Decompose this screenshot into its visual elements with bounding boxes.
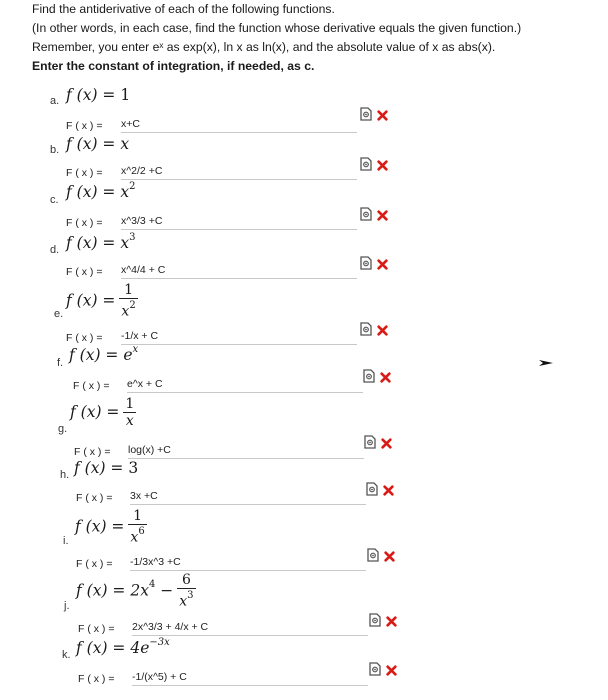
incorrect-icon xyxy=(386,665,397,676)
function-expression: f (x) = 1 xyxy=(66,86,131,104)
preview-icon[interactable] xyxy=(360,256,372,270)
answer-label: F ( x ) = xyxy=(66,167,103,179)
preview-icon[interactable] xyxy=(360,322,372,336)
answer-label: F ( x ) = xyxy=(76,492,113,504)
incorrect-icon xyxy=(377,160,388,171)
instruction-line: Remember, you enter eˣ as exp(x), ln x as ln(x), and the absolute value of x as abs(x). xyxy=(32,40,496,54)
incorrect-icon xyxy=(380,372,391,383)
preview-icon[interactable] xyxy=(369,662,381,676)
answer-input[interactable]: 2x^3/3 + 4/x + C xyxy=(132,619,368,636)
function-expression: f (x) = $\frac{1}{x}$ xyxy=(70,396,135,429)
status-icons xyxy=(369,613,411,631)
function-expression: f (x) = x xyxy=(66,135,130,153)
answer-label: F ( x ) = xyxy=(66,217,103,229)
incorrect-icon xyxy=(384,551,395,562)
answer-input[interactable]: log(x) +C xyxy=(128,442,364,459)
problem-letter: c. xyxy=(50,194,59,206)
answer-label: F ( x ) = xyxy=(73,380,110,392)
function-expression: f (x) = $\frac{1}{x^2}$ xyxy=(66,282,136,320)
answer-label: F ( x ) = xyxy=(66,120,103,132)
answer-label: F ( x ) = xyxy=(78,673,115,685)
problem-letter: a. xyxy=(50,95,60,107)
incorrect-icon xyxy=(377,259,388,270)
preview-icon[interactable] xyxy=(369,613,381,627)
problem-letter: j. xyxy=(64,600,70,612)
status-icons xyxy=(363,369,405,387)
function-expression: f $(x) = 2x^4$ − $\frac{6}{x^3}$ xyxy=(76,572,194,610)
status-icons xyxy=(360,256,402,274)
function-expression: f $(x) = e^x$ xyxy=(69,344,139,365)
mouse-cursor-icon xyxy=(539,358,553,368)
answer-input[interactable]: -1/x + C xyxy=(121,328,357,345)
preview-icon[interactable] xyxy=(360,207,372,221)
problem-letter: g. xyxy=(58,423,68,435)
incorrect-icon xyxy=(386,616,397,627)
status-icons xyxy=(360,157,402,175)
status-icons xyxy=(360,207,402,225)
instruction-line: (In other words, in each case, find the function whose derivative equals the given function.) xyxy=(32,21,522,35)
preview-icon[interactable] xyxy=(360,157,372,171)
problem-letter: d. xyxy=(50,244,60,256)
function-expression: f $(x) = x^2$ xyxy=(66,181,136,202)
preview-icon[interactable] xyxy=(363,369,375,383)
problem-letter: h. xyxy=(60,469,70,481)
problem-letter: b. xyxy=(50,144,60,156)
answer-input[interactable]: x+C xyxy=(121,116,357,133)
problem-letter: f. xyxy=(57,357,64,369)
status-icons xyxy=(369,662,411,680)
preview-icon[interactable] xyxy=(360,107,372,121)
answer-input[interactable]: e^x + C xyxy=(127,376,363,393)
preview-icon[interactable] xyxy=(366,482,378,496)
function-expression: f $(x) = 4e^{-3x}$ xyxy=(76,637,170,658)
answer-label: F ( x ) = xyxy=(66,332,103,344)
instructions xyxy=(32,0,602,76)
answer-input[interactable]: -1/(x^5) + C xyxy=(132,669,368,686)
status-icons xyxy=(367,548,409,566)
answer-input[interactable]: -1/3x^3 +C xyxy=(130,554,366,571)
incorrect-icon xyxy=(383,485,394,496)
answer-input[interactable]: x^3/3 +C xyxy=(121,213,357,230)
incorrect-icon xyxy=(377,210,388,221)
incorrect-icon xyxy=(377,325,388,336)
answer-label: F ( x ) = xyxy=(78,623,115,635)
answer-input[interactable]: x^4/4 + C xyxy=(121,262,357,279)
problem-letter: e. xyxy=(54,308,64,320)
preview-icon[interactable] xyxy=(364,435,376,449)
incorrect-icon xyxy=(381,438,392,449)
status-icons xyxy=(364,435,406,453)
answer-label: F ( x ) = xyxy=(74,446,111,458)
status-icons xyxy=(366,482,408,500)
answer-label: F ( x ) = xyxy=(66,266,103,278)
answer-input[interactable]: 3x +C xyxy=(130,488,366,505)
status-icons xyxy=(360,107,402,125)
answer-label: F ( x ) = xyxy=(76,558,113,570)
instruction-line: Find the antiderivative of each of the following functions. xyxy=(32,2,335,16)
function-expression: f $(x) = x^3$ xyxy=(66,232,136,253)
instruction-line-bold: Enter the constant of integration, if needed, as c. xyxy=(32,59,315,73)
function-expression: f (x) = 3 xyxy=(74,459,139,477)
incorrect-icon xyxy=(377,110,388,121)
answer-input[interactable]: x^2/2 +C xyxy=(121,163,357,180)
status-icons xyxy=(360,322,402,340)
preview-icon[interactable] xyxy=(367,548,379,562)
problem-letter: i. xyxy=(63,535,69,547)
function-expression: f (x) = $\frac{1}{x^6}$ xyxy=(75,508,145,546)
problem-letter: k. xyxy=(62,649,71,661)
